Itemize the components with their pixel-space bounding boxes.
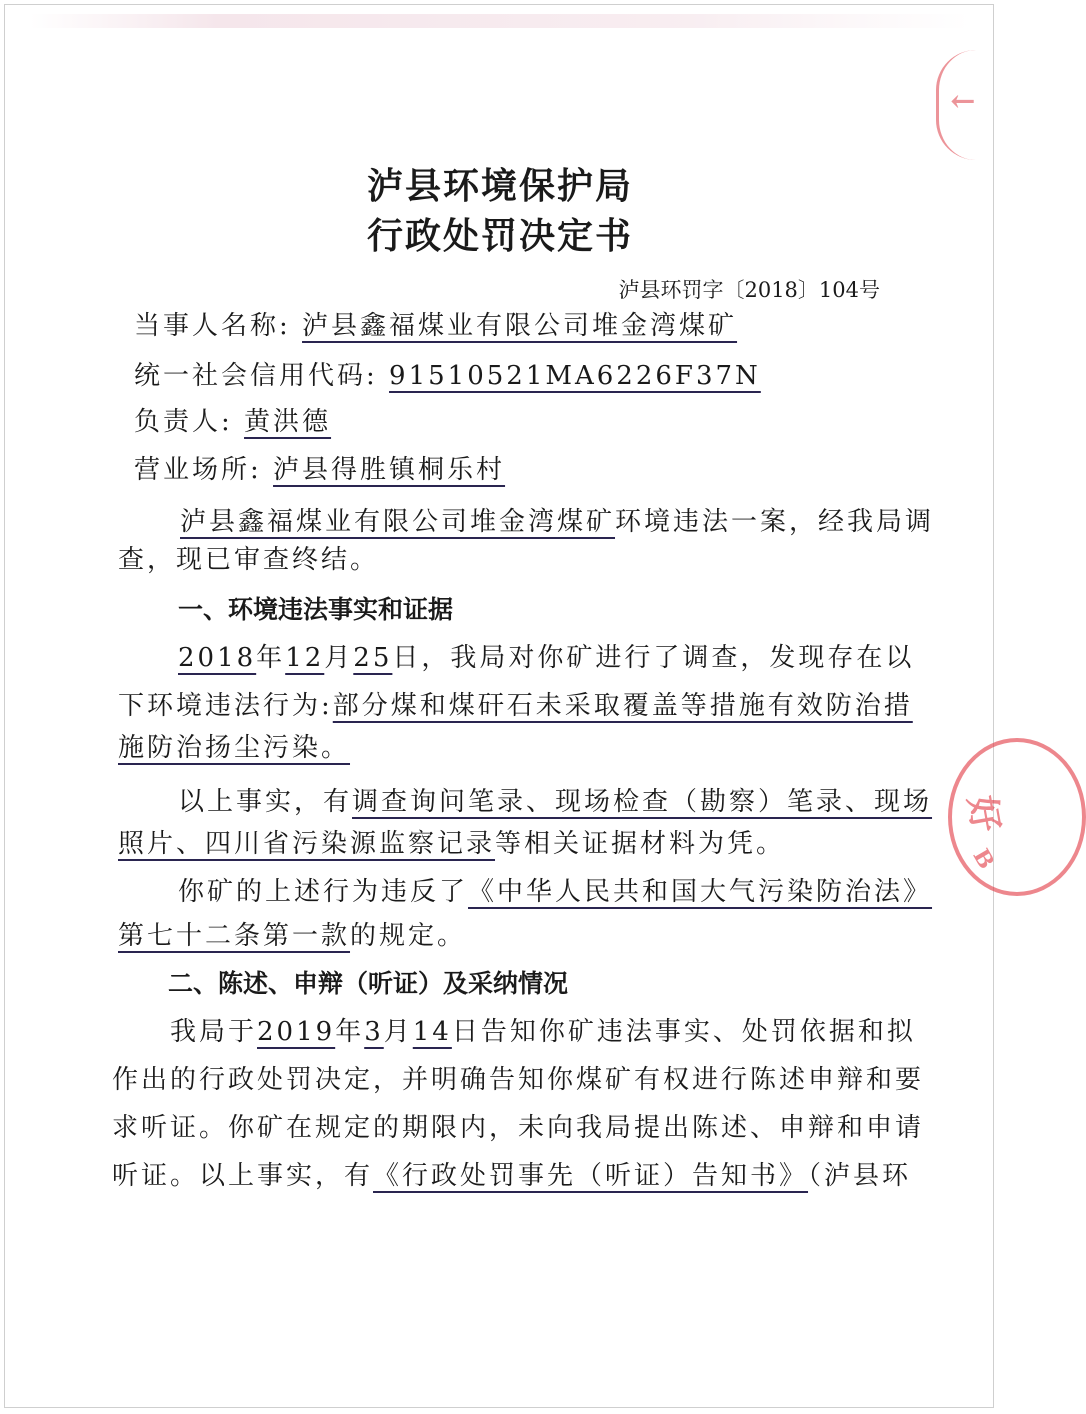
inspection-month: 12 [285,643,325,673]
section-1-line-1 [178,640,914,676]
evidence-line-2 [118,826,785,862]
year-unit: 年 [256,643,286,673]
notice-month: 3 [364,1017,384,1047]
law-suffix: 的规定。 [350,921,467,951]
notice-month-unit: 月 [383,1017,413,1047]
party-name-line [134,308,737,344]
notice-day-text: 日告知你矿违法事实、处罚依据和拟 [451,1017,916,1047]
evidence-text-2: 照片、四川省污染源监察记录 [118,829,496,859]
doc-title: 行政处罚决定书 [366,216,633,257]
address-line [134,452,505,488]
credit-code-line [134,358,761,394]
notice-prefix: 我局于 [170,1017,258,1047]
responsible-person-line [134,404,331,440]
credit-code-value: 91510521MA6226F37N [389,361,761,391]
doc-number: 泸县环罚字〔2018〕104号 [618,278,880,302]
notice-evidence-suffix: （泸县环 [808,1161,912,1191]
notice-year: 2019 [257,1017,336,1047]
evidence-suffix: 等相关证据材料为凭。 [495,829,786,859]
violation-text-1: 部分煤和煤矸石未采取覆盖等措施有效防治措 [332,691,913,721]
notice-day: 14 [412,1017,452,1047]
official-seal: 好 B [948,738,1086,896]
section-2-heading: 二、陈述、申辩（听证）及采纳情况 [168,969,569,998]
party-name-label: 当事人名称: [134,311,291,341]
section-1-heading: 一、环境违法事实和证据 [178,595,454,624]
inspection-year: 2018 [178,643,257,673]
month-unit: 月 [324,643,354,673]
notice-year-unit: 年 [335,1017,365,1047]
evidence-text-1: 调查询问笔录、现场检查（勘察）笔录、现场 [352,787,933,817]
notice-evidence-prefix: 听证。以上事实，有 [112,1161,374,1191]
partial-seal-top: ↓ [936,50,999,160]
inspection-day-text: 日，我局对你矿进行了调查，发现存在以 [392,643,915,673]
responsible-person-value: 黄洪德 [244,407,332,437]
evidence-line-1 [178,784,932,820]
violation-text-2: 施防治扬尘污染。 [118,733,351,763]
section-2-line-3: 求听证。你矿在规定的期限内，未向我局提出陈述、申辩和申请 [112,1113,925,1143]
section-2-line-4 [112,1158,911,1194]
evidence-prefix: 以上事实，有 [178,787,353,817]
section-2-line-2: 作出的行政处罚决定，并明确告知你煤矿有权进行陈述申辩和要 [112,1065,925,1095]
violation-prefix: 下环境违法行为: [118,691,333,721]
responsible-person-label: 负责人: [134,407,233,437]
notice-document: 《行政处罚事先（听证）告知书》 [373,1161,809,1191]
section-1-line-2 [118,688,913,724]
address-label: 营业场所: [134,455,262,485]
scan-smudge [30,14,970,28]
law-line-2 [118,918,466,954]
address-value: 泸县得胜镇桐乐村 [273,455,506,485]
intro-line-1 [180,504,934,540]
law-line-1 [178,874,932,910]
section-2-line-1 [170,1014,916,1050]
section-1-line-3 [118,730,350,766]
inspection-day: 25 [353,643,393,673]
intro-company: 泸县鑫福煤业有限公司堆金湾煤矿 [180,507,616,537]
intro-text-1: 环境违法一案，经我局调 [615,507,935,537]
credit-code-label: 统一社会信用代码: [134,361,378,391]
intro-line-2: 查，现已审查终结。 [118,545,380,575]
law-prefix: 你矿的上述行为违反了 [178,877,469,907]
law-article: 第七十二条第一款 [118,921,351,951]
law-name: 《中华人民共和国大气污染防治法》 [468,877,933,907]
org-title: 泸县环境保护局 [366,166,633,207]
party-name-value: 泸县鑫福煤业有限公司堆金湾煤矿 [302,311,738,341]
